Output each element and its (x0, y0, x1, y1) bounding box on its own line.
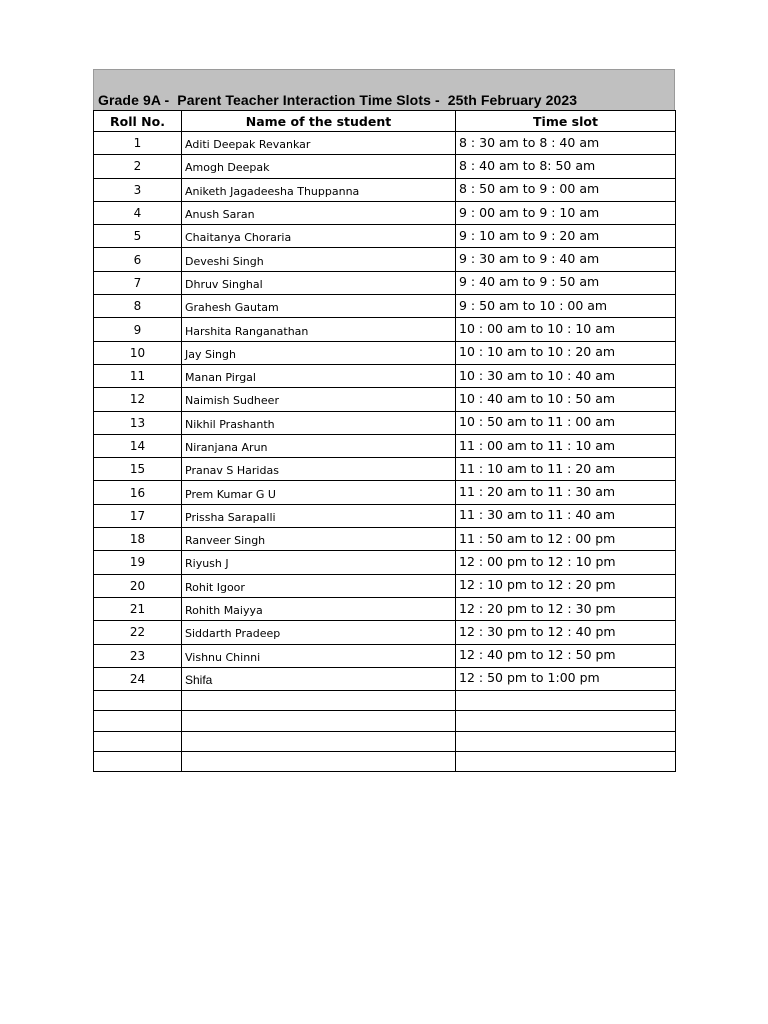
student-name-cell: Deveshi Singh (182, 248, 456, 271)
student-name-cell: Harshita Ranganathan (182, 318, 456, 341)
time-slot-cell: 11 : 10 am to 11 : 20 am (456, 458, 676, 481)
table-row (94, 225, 676, 248)
table-row (94, 504, 676, 527)
empty-cell (456, 691, 676, 711)
student-name-cell: Aniketh Jagadeesha Thuppanna (182, 178, 456, 201)
time-slot-cell: 12 : 20 pm to 12 : 30 pm (456, 597, 676, 620)
empty-row (94, 731, 676, 751)
title-bar (93, 69, 675, 110)
time-slot-cell: 11 : 00 am to 11 : 10 am (456, 434, 676, 457)
time-slot-cell: 9 : 30 am to 9 : 40 am (456, 248, 676, 271)
student-name-cell: Rohith Maiyya (182, 597, 456, 620)
empty-cell (182, 731, 456, 751)
table-row (94, 574, 676, 597)
time-slot-cell: 10 : 10 am to 10 : 20 am (456, 341, 676, 364)
student-name-cell: Vishnu Chinni (182, 644, 456, 667)
table-row (94, 621, 676, 644)
roll-number-cell: 4 (94, 201, 182, 224)
time-slot-cell: 12 : 10 pm to 12 : 20 pm (456, 574, 676, 597)
time-slot-cell: 10 : 00 am to 10 : 10 am (456, 318, 676, 341)
time-slot-cell: 10 : 30 am to 10 : 40 am (456, 364, 676, 387)
student-name-cell: Grahesh Gautam (182, 295, 456, 318)
table-row (94, 528, 676, 551)
table-row (94, 341, 676, 364)
roll-number-cell: 10 (94, 341, 182, 364)
student-name-cell: Nikhil Prashanth (182, 411, 456, 434)
time-slot-cell: 10 : 40 am to 10 : 50 am (456, 388, 676, 411)
student-name-cell: Siddarth Pradeep (182, 621, 456, 644)
empty-cell (94, 711, 182, 731)
student-name-cell: Dhruv Singhal (182, 271, 456, 294)
time-slot-cell: 12 : 30 pm to 12 : 40 pm (456, 621, 676, 644)
table-row (94, 271, 676, 294)
schedule-sheet (93, 69, 675, 772)
table-row (94, 458, 676, 481)
header-row (94, 111, 676, 132)
roll-number-cell: 16 (94, 481, 182, 504)
student-name-cell: Manan Pirgal (182, 364, 456, 387)
roll-number-cell: 3 (94, 178, 182, 201)
time-slot-cell: 8 : 30 am to 8 : 40 am (456, 132, 676, 155)
table-row (94, 248, 676, 271)
table-row (94, 597, 676, 620)
roll-number-cell: 1 (94, 132, 182, 155)
time-slot-cell: 12 : 50 pm to 1:00 pm (456, 667, 676, 690)
empty-cell (94, 731, 182, 751)
roll-number-cell: 23 (94, 644, 182, 667)
student-name-cell: Amogh Deepak (182, 155, 456, 178)
empty-cell (182, 711, 456, 731)
time-slot-cell: 11 : 30 am to 11 : 40 am (456, 504, 676, 527)
roll-number-cell: 13 (94, 411, 182, 434)
student-name-cell: Pranav S Haridas (182, 458, 456, 481)
time-slot-cell: 9 : 10 am to 9 : 20 am (456, 225, 676, 248)
table-body (94, 132, 676, 772)
roll-number-cell: 15 (94, 458, 182, 481)
table-row (94, 178, 676, 201)
roll-number-cell: 21 (94, 597, 182, 620)
roll-number-cell: 2 (94, 155, 182, 178)
empty-row (94, 691, 676, 711)
time-slot-cell: 9 : 50 am to 10 : 00 am (456, 295, 676, 318)
time-slot-cell: 11 : 50 am to 12 : 00 pm (456, 528, 676, 551)
table-row (94, 201, 676, 224)
table-row (94, 551, 676, 574)
roll-number-cell: 22 (94, 621, 182, 644)
roll-number-cell: 19 (94, 551, 182, 574)
time-slot-cell: 10 : 50 am to 11 : 00 am (456, 411, 676, 434)
empty-cell (182, 691, 456, 711)
table-row (94, 318, 676, 341)
student-name-cell: Niranjana Arun (182, 434, 456, 457)
student-name-cell: Riyush J (182, 551, 456, 574)
table-row (94, 411, 676, 434)
roll-number-cell: 5 (94, 225, 182, 248)
column-header-name: Name of the student (182, 111, 456, 132)
time-slot-cell: 8 : 50 am to 9 : 00 am (456, 178, 676, 201)
empty-row (94, 711, 676, 731)
empty-cell (94, 691, 182, 711)
table-row (94, 388, 676, 411)
student-name-cell: Naimish Sudheer (182, 388, 456, 411)
time-slot-cell: 12 : 00 pm to 12 : 10 pm (456, 551, 676, 574)
roll-number-cell: 6 (94, 248, 182, 271)
table-row (94, 434, 676, 457)
student-name-cell: Chaitanya Choraria (182, 225, 456, 248)
time-slot-cell: 9 : 00 am to 9 : 10 am (456, 201, 676, 224)
student-name-cell: Prem Kumar G U (182, 481, 456, 504)
time-slot-cell: 11 : 20 am to 11 : 30 am (456, 481, 676, 504)
table-row (94, 295, 676, 318)
empty-row (94, 752, 676, 772)
table-row (94, 364, 676, 387)
time-slot-cell: 8 : 40 am to 8: 50 am (456, 155, 676, 178)
roll-number-cell: 17 (94, 504, 182, 527)
empty-cell (456, 711, 676, 731)
schedule-table (93, 110, 676, 772)
time-slot-cell: 12 : 40 pm to 12 : 50 pm (456, 644, 676, 667)
table-row (94, 644, 676, 667)
page-title: Grade 9A - Parent Teacher Interaction Time Slots - 25th February 2023 (98, 92, 578, 108)
student-name-cell: Aditi Deepak Revankar (182, 132, 456, 155)
empty-cell (94, 752, 182, 772)
roll-number-cell: 20 (94, 574, 182, 597)
empty-cell (456, 752, 676, 772)
table-row (94, 667, 676, 690)
student-name-cell: Ranveer Singh (182, 528, 456, 551)
roll-number-cell: 18 (94, 528, 182, 551)
roll-number-cell: 14 (94, 434, 182, 457)
roll-number-cell: 9 (94, 318, 182, 341)
column-header-slot: Time slot (456, 111, 676, 132)
table-row (94, 481, 676, 504)
table-row (94, 132, 676, 155)
empty-cell (182, 752, 456, 772)
roll-number-cell: 7 (94, 271, 182, 294)
student-name-cell: Shifa (182, 667, 456, 690)
table-row (94, 155, 676, 178)
student-name-cell: Rohit Igoor (182, 574, 456, 597)
student-name-cell: Anush Saran (182, 201, 456, 224)
roll-number-cell: 8 (94, 295, 182, 318)
roll-number-cell: 24 (94, 667, 182, 690)
roll-number-cell: 12 (94, 388, 182, 411)
student-name-cell: Prissha Sarapalli (182, 504, 456, 527)
student-name-cell: Jay Singh (182, 341, 456, 364)
column-header-roll: Roll No. (94, 111, 182, 132)
roll-number-cell: 11 (94, 364, 182, 387)
time-slot-cell: 9 : 40 am to 9 : 50 am (456, 271, 676, 294)
empty-cell (456, 731, 676, 751)
